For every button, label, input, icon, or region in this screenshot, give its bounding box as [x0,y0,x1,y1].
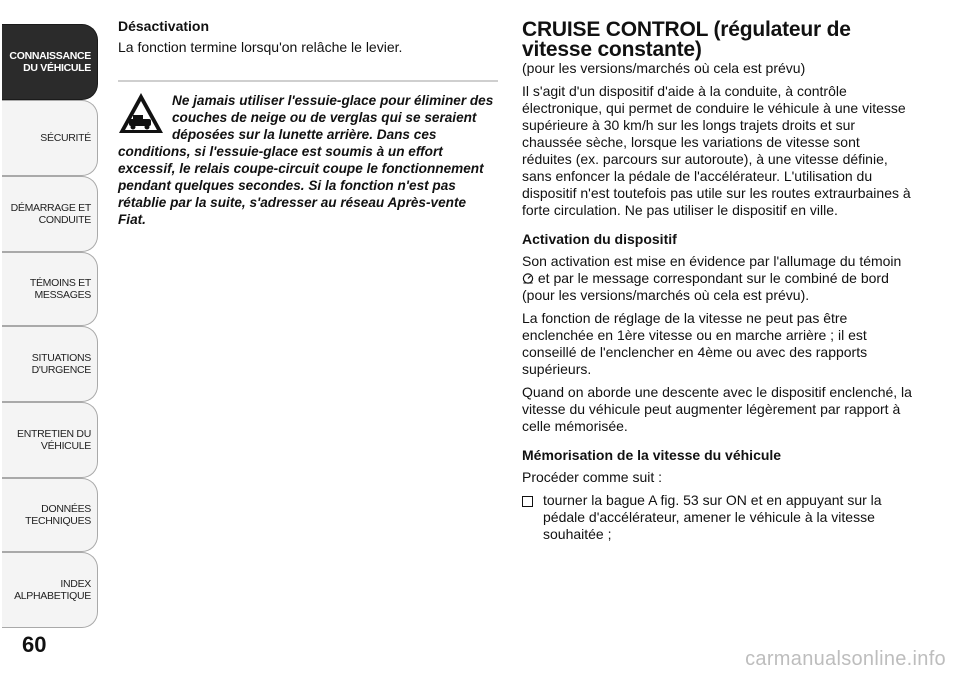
tab-donnees[interactable] [2,478,98,552]
text-run: et par le message correspondant sur le combiné de bord (pour les versions/marchés où cela est prévu). [522,270,889,303]
tab-demarrage[interactable] [2,176,98,252]
tab-label: MESSAGES [34,289,91,301]
paragraph: La fonction de réglage de la vitesse ne peut pas être enclenchée en 1ère vitesse ou en marche arrière ; il est conseillé de l'enclencher en 4ème ou avec des rapports supérieurs. [522,310,868,377]
page-number: 60 [22,632,47,657]
left-column [118,18,498,56]
list-item-text: tourner la bague A fig. 53 sur ON et en appuyant sur la pédale d'accélérateur, amener le véhicule à la vitesse souhaitée ; [543,492,882,542]
paragraph: Quand on aborde une descente avec le dispositif enclenché, la vitesse du véhicule peut augmenter légèrement par rapport à celle mémorisée. [522,384,912,434]
checkbox-bullet-icon [522,496,533,507]
warning-paragraph [118,92,496,228]
tab-label: D'URGENCE [31,364,91,376]
tab-label: DU VÉHICULE [23,62,91,74]
right-column [522,20,912,543]
section-heading: Désactivation [118,18,210,34]
tab-securite[interactable] [2,100,98,176]
tab-entretien[interactable] [2,402,98,478]
tab-label: DÉMARRAGE ET [10,202,91,214]
list-item [522,492,912,543]
tab-label: CONDUITE [38,214,91,226]
section-heading: Mémorisation de la vitesse du véhicule [522,447,782,463]
cruise-control-lamp-icon [522,272,534,284]
tab-label: VÉHICULE [40,440,91,452]
paragraph: Il s'agit d'un dispositif d'aide à la conduite, à contrôle électronique, qui permet de conduire le véhicule à une vitesse supérieure à 30 km/h sur les longs trajets droits et sur chaussée sèche, lorsque les variations de vitesse sont réduites (ex. parcours sur autoroute), à une vitesse définie, sans enfoncer la pédale de l'accélérateur. L'utilisation du dispositif n'est toutefois pas utile sur les routes extraurbaines à forte circulation. Ne pas utiliser le dispositif en ville. [522,83,911,218]
tab-label: INDEX [60,578,91,590]
divider [118,80,498,82]
paragraph [522,253,912,304]
tab-temoins[interactable] [2,252,98,326]
tab-situations[interactable] [2,326,98,402]
tab-label: ALPHABETIQUE [14,590,91,602]
tab-connaissance[interactable] [2,24,98,100]
section-title: CRUISE CONTROL (régulateur de vitesse constante) [522,18,851,61]
tab-label: ENTRETIEN DU [17,428,91,440]
text-run: Son activation est mise en évidence par l'allumage du témoin [522,253,902,269]
warning-text: Ne jamais utiliser l'essuie-glace pour éliminer des couches de neige ou de verglas qui se seraient déposées sur la lunette arrière. Dans ces conditions, si l'essuie-glace est soumis à un effort excessif, le relais coupe-circuit coupe le fonctionnement pendant quelques secondes. Si la fonction n'est pas rétablie par la suite, s'adresser au réseau Après-vente Fiat. [118,93,494,227]
section-heading: Activation du dispositif [522,231,677,247]
tab-label: TÉMOINS ET [29,277,91,289]
tab-label: SÉCURITÉ [40,132,91,144]
paragraph: Procéder comme suit : [522,469,663,485]
tab-index[interactable] [2,552,98,628]
subtitle: (pour les versions/marchés où cela est prévu) [522,60,806,76]
tab-label: CONNAISSANCE [9,50,91,62]
tab-label: TECHNIQUES [25,515,91,527]
paragraph: La fonction termine lorsqu'on relâche le levier. [118,39,403,55]
watermark: carmanualsonline.info [745,648,946,670]
tab-label: SITUATIONS [31,352,91,364]
tab-label: DONNÉES [41,503,91,515]
